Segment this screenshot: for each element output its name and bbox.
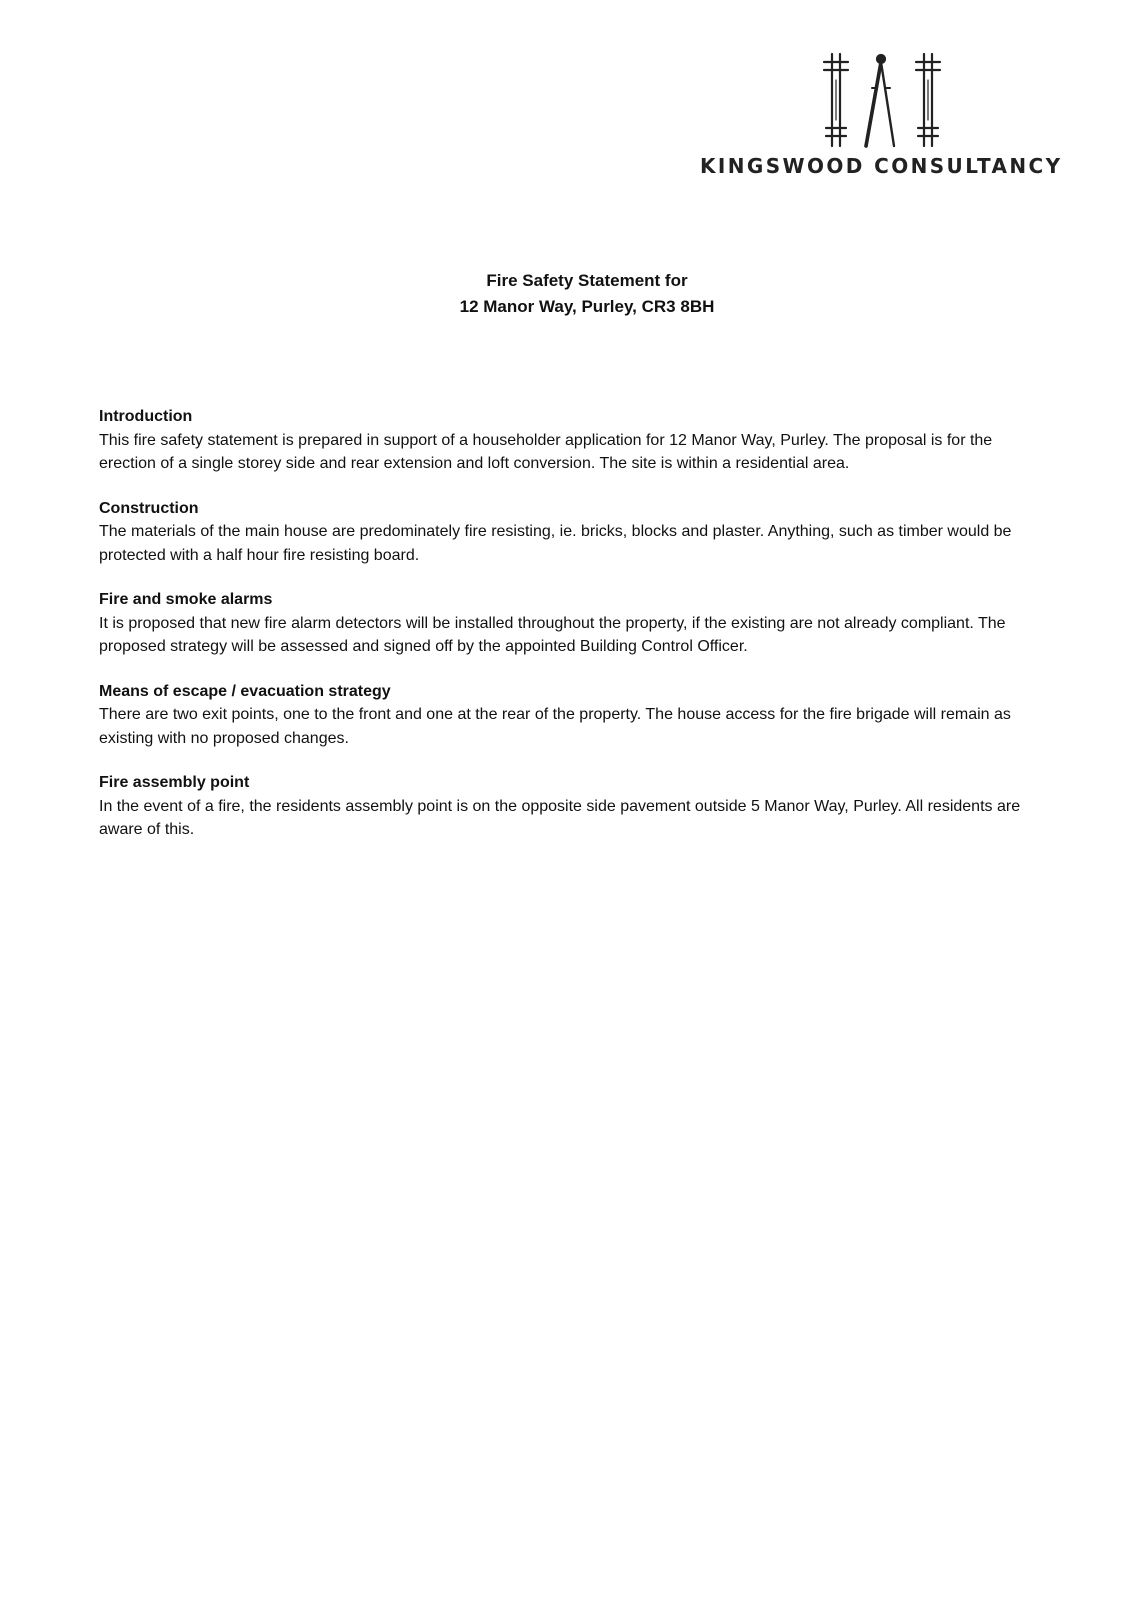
section-paragraph: The materials of the main house are predominately fire resisting, ie. bricks, blocks and plaster. Anything, such as timber would be protected with a half hour fire resisting board. (99, 523, 1012, 564)
section-heading: Means of escape / evacuation strategy (99, 682, 391, 700)
section-fire-assembly-point (99, 771, 1044, 842)
company-name: KINGSWOOD CONSULTANCY (700, 154, 1063, 178)
section-introduction (99, 405, 1044, 476)
section-fire-and-smoke-alarms (99, 588, 1044, 659)
document-title (0, 268, 1132, 320)
section-heading: Fire assembly point (99, 774, 250, 791)
section-heading: Fire and smoke alarms (99, 591, 273, 608)
document-body (99, 405, 1044, 863)
section-paragraph: It is proposed that new fire alarm detectors will be installed throughout the property, if the existing are not already compliant. The proposed strategy will be assessed and signed off by the appointed Building Control Officer. (99, 614, 1006, 655)
section-heading: Construction (99, 499, 199, 517)
section-paragraph: There are two exit points, one to the front and one at the rear of the property. The house access for the fire brigade will remain as existing with no proposed changes. (99, 706, 1011, 747)
section-paragraph: In the event of a fire, the residents assembly point is on the opposite side pavement outside 5 Manor Way, Purley. All residents are aware of this. (99, 797, 1021, 838)
company-logo (700, 50, 1063, 190)
section-paragraph: This fire safety statement is prepared in support of a householder application for 12 Manor Way, Purley. The proposal is for the erection of a single storey side and rear extension and loft conversion. The site is within a residential area. (99, 431, 993, 472)
section-construction (99, 497, 1044, 568)
section-means-of-escape (99, 680, 1044, 751)
drafting-compass-logo-icon (818, 50, 948, 150)
section-heading: Introduction (99, 408, 193, 425)
title-line-1: Fire Safety Statement for (486, 271, 688, 290)
title-line-2: 12 Manor Way, Purley, CR3 8BH (459, 297, 715, 316)
